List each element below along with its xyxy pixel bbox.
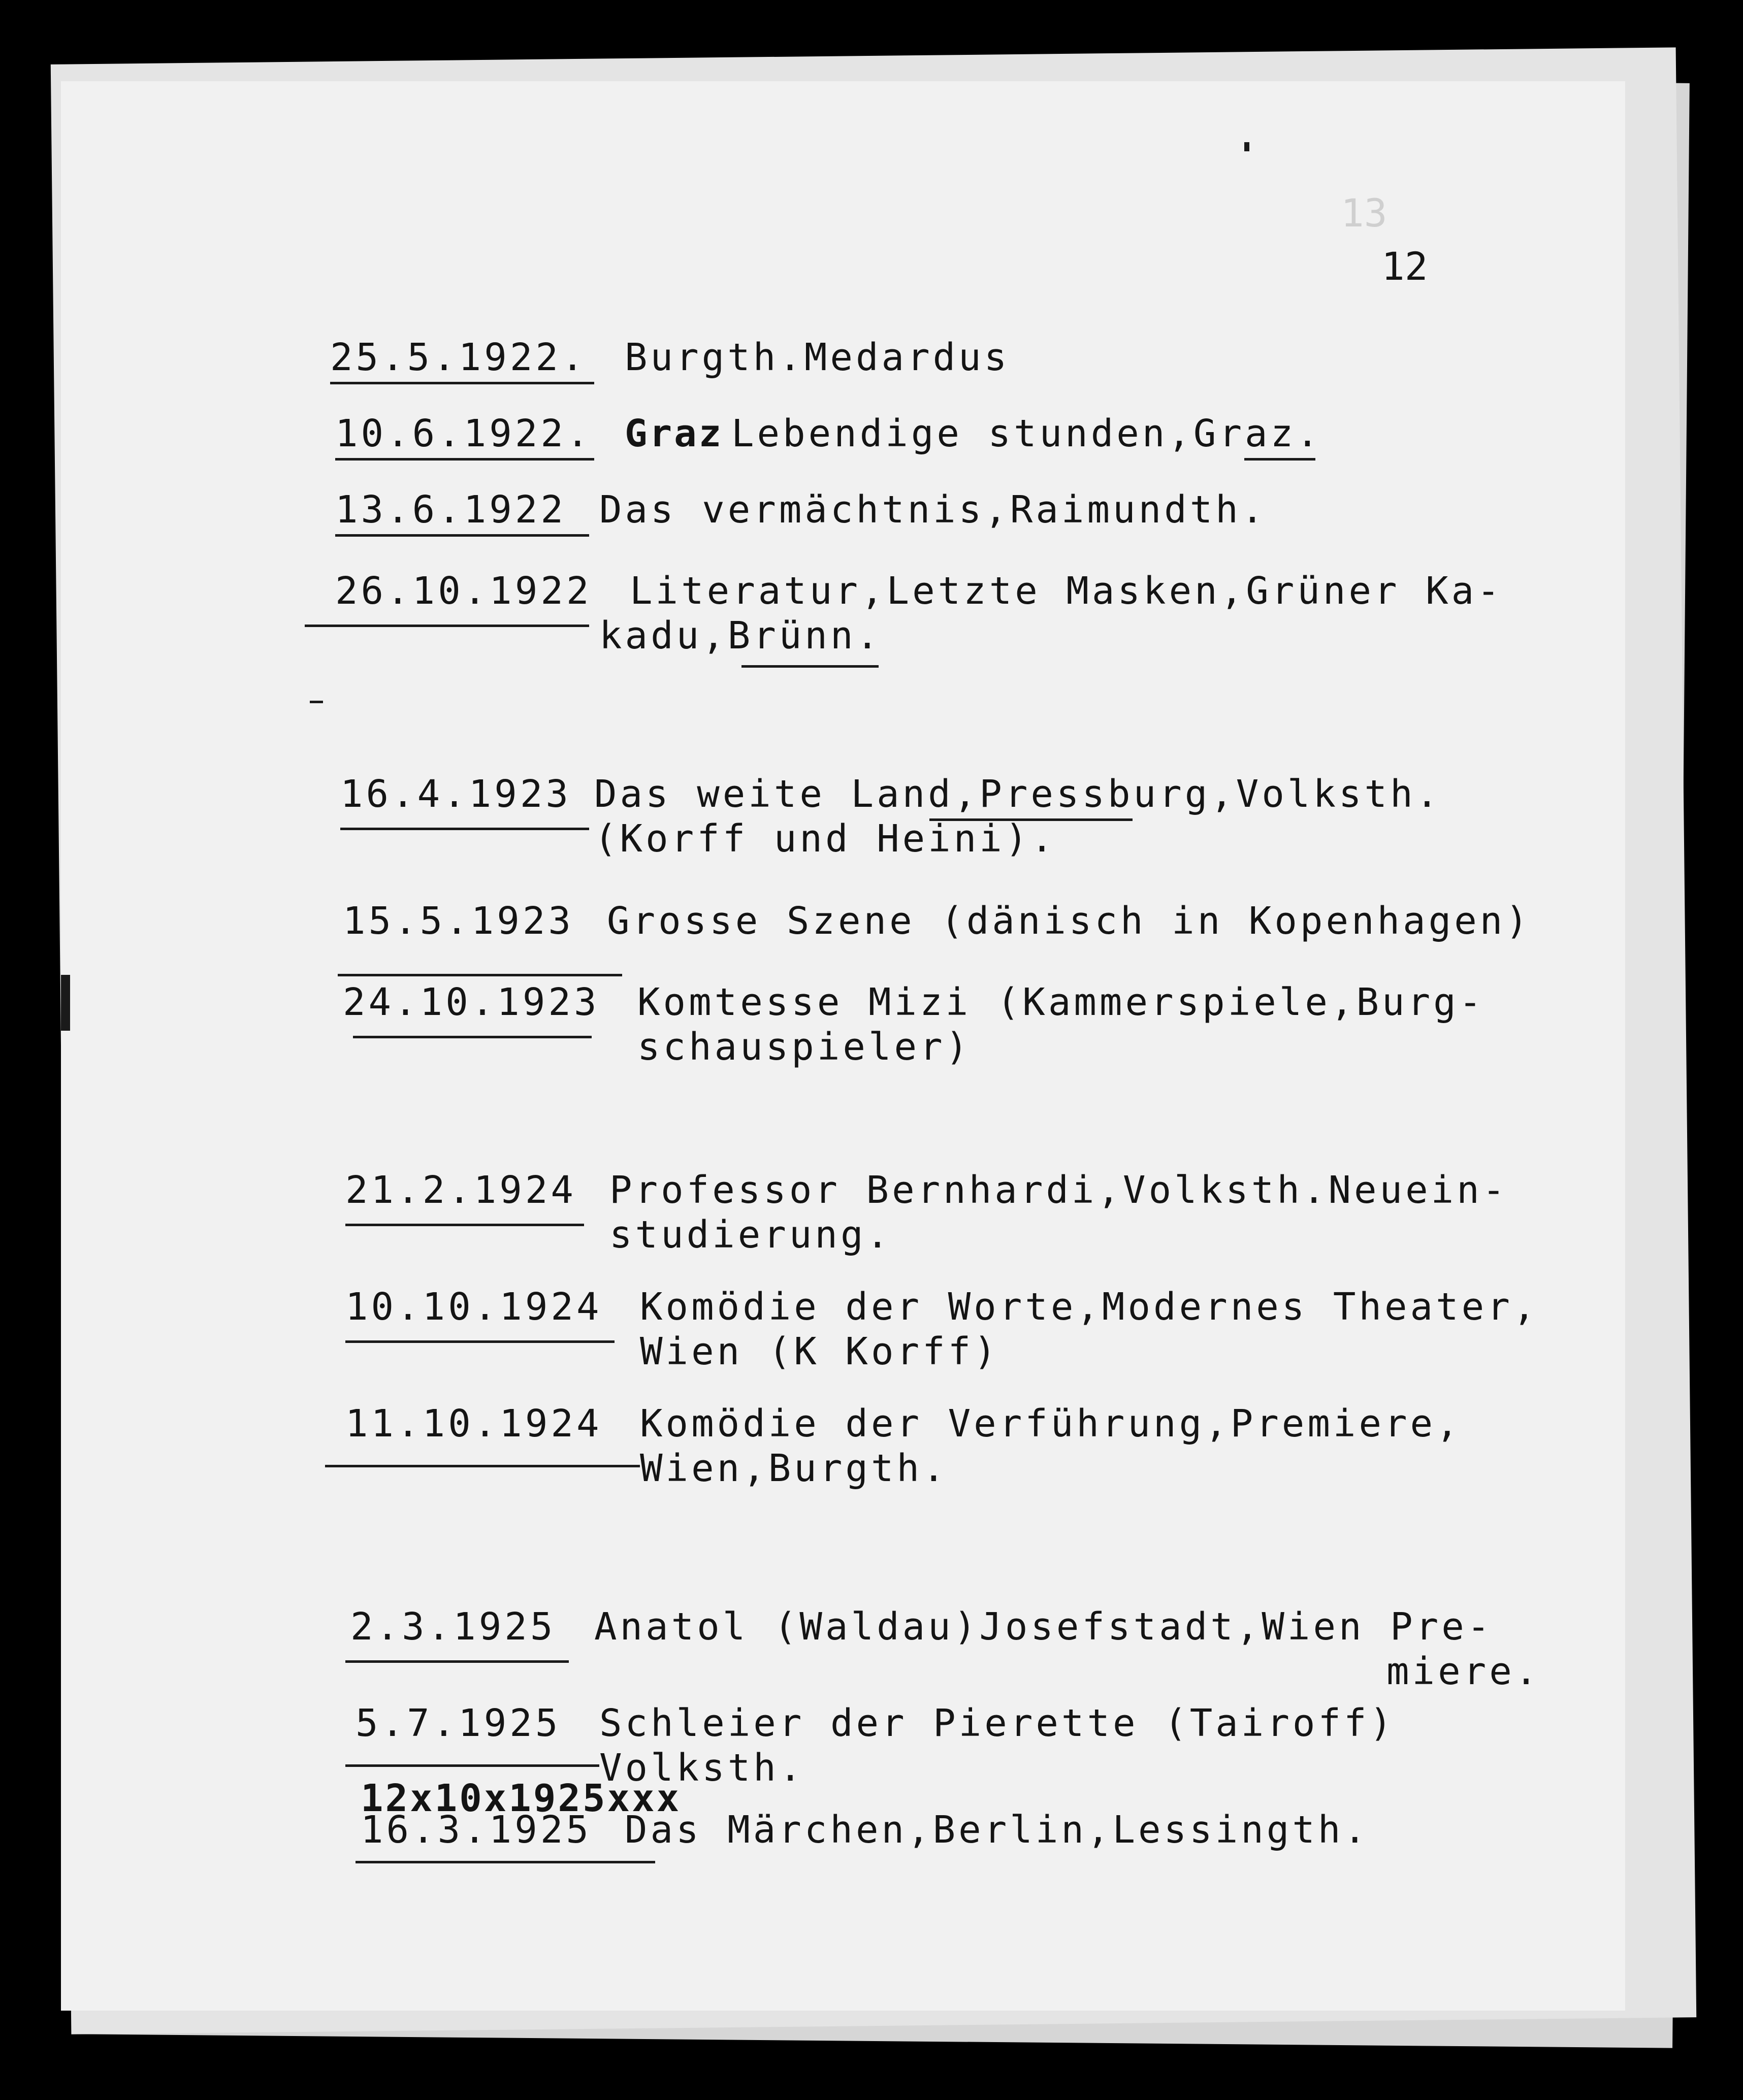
date-underline bbox=[335, 458, 594, 461]
entry-text: Professor Bernhardi,Volksth.Neuein- bbox=[609, 1168, 1508, 1212]
entry-text: Grosse Szene (dänisch in Kopenhagen) bbox=[607, 899, 1531, 943]
date-underline bbox=[340, 828, 589, 830]
struck-line: 12x10x1925xxx bbox=[361, 1777, 682, 1820]
entry-date: 13.6.1922 bbox=[335, 488, 566, 532]
bleed-through-page-number: 13 bbox=[1341, 190, 1387, 236]
entry-date: 16.4.1923 bbox=[340, 772, 571, 816]
entry-date: 26.10.1922 bbox=[335, 569, 592, 613]
stray-mark bbox=[1244, 142, 1249, 151]
date-underline bbox=[325, 1465, 640, 1467]
entry-date: 10.10.1924 bbox=[345, 1285, 602, 1329]
entry-date: 11.10.1924 bbox=[345, 1402, 602, 1446]
entry-text-continued: Wien,Burgth. bbox=[640, 1447, 948, 1490]
entry-date: 16.3.1925 bbox=[361, 1808, 592, 1852]
entry-text-continued: Wien (K Korff) bbox=[640, 1330, 999, 1373]
entry-text: Das vermächtnis,Raimundth. bbox=[599, 488, 1267, 532]
typed-page bbox=[61, 81, 1625, 2011]
page-number: 12 bbox=[1381, 244, 1428, 289]
entry-text-continued: (Korff und Heini). bbox=[594, 817, 1056, 861]
word-underline bbox=[1244, 458, 1315, 461]
binding-clip bbox=[61, 975, 70, 1031]
date-underline bbox=[345, 1224, 584, 1226]
entry-text-continued: kadu,Brünn. bbox=[599, 614, 882, 658]
date-underline bbox=[345, 1660, 569, 1663]
date-overline bbox=[338, 974, 622, 976]
entry-date: 21.2.1924 bbox=[345, 1168, 576, 1212]
entry-date: 2.3.1925 bbox=[350, 1605, 556, 1649]
date-underline bbox=[305, 625, 589, 627]
entry-text: Das Märchen,Berlin,Lessingth. bbox=[625, 1808, 1370, 1852]
date-underline bbox=[356, 1861, 655, 1863]
entry-date: 25.5.1922. bbox=[330, 336, 587, 379]
entry-text: Komtesse Mizi (Kammerspiele,Burg- bbox=[637, 980, 1485, 1024]
entry-text: Anatol (Waldau)Josefstadt,Wien Pre- bbox=[594, 1605, 1493, 1649]
date-underline bbox=[353, 1036, 592, 1038]
entry-text: Komödie der Verführung,Premiere, bbox=[640, 1402, 1462, 1446]
entry-text: Literatur,Letzte Masken,Grüner Ka- bbox=[630, 569, 1503, 613]
date-underline bbox=[345, 1764, 599, 1767]
entry-text: Burgth.Medardus bbox=[625, 336, 1010, 379]
entry-date: 15.5.1923 bbox=[343, 899, 574, 943]
date-underline bbox=[335, 534, 589, 537]
date-underline bbox=[345, 1340, 615, 1343]
entry-text: Das weite Land,Pressburg,Volksth. bbox=[594, 772, 1442, 816]
date-underline bbox=[330, 382, 594, 384]
entry-text-continued: miere. bbox=[1386, 1650, 1541, 1693]
entry-date: 10.6.1922. bbox=[335, 412, 592, 455]
entry-text: Komödie der Worte,Modernes Theater, bbox=[640, 1285, 1539, 1329]
entry-text-continued: Volksth. bbox=[599, 1746, 805, 1790]
entry-date: 5.7.1925 bbox=[356, 1701, 561, 1745]
entry-text-continued: schauspieler) bbox=[637, 1025, 972, 1069]
entry-text-continued: studierung. bbox=[609, 1213, 892, 1257]
entry-text: Lebendige stunden,Graz. bbox=[731, 412, 1322, 455]
entry-date: 24.10.1923 bbox=[343, 980, 600, 1024]
struck-word: Graz bbox=[625, 412, 724, 455]
word-underline bbox=[741, 665, 879, 668]
entry-text: Schleier der Pierette (Tairoff) bbox=[599, 1701, 1396, 1745]
stray-mark bbox=[310, 701, 323, 703]
